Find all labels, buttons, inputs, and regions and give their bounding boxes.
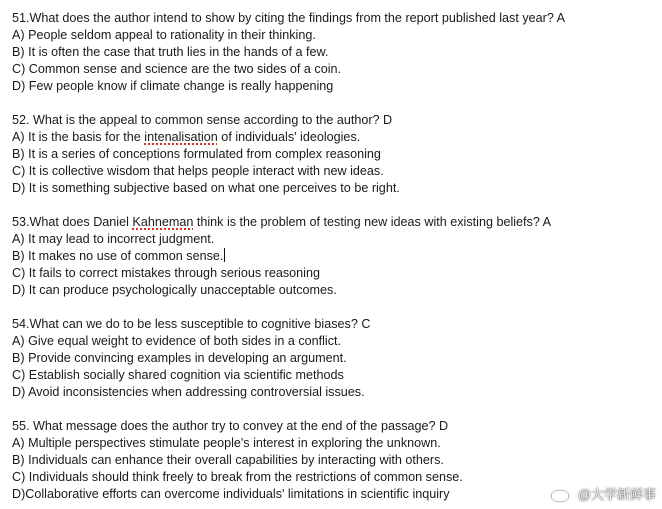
option-a: A) It may lead to incorrect judgment. (12, 232, 215, 246)
option-text: A) It is the basis for the (12, 130, 145, 144)
question-stem: 52. What is the appeal to common sense according to the author? D (12, 113, 393, 127)
option-b: B) Provide convincing examples in developing an argument. (12, 351, 347, 365)
question-51 (12, 10, 656, 95)
option-d: D) Avoid inconsistencies when addressing controversial issues. (12, 385, 365, 399)
question-stem (12, 214, 656, 231)
watermark-text: @大学新鲜事 (577, 487, 656, 502)
option-b: B) It is a series of conceptions formulated from complex reasoning (12, 147, 381, 161)
question-53 (12, 214, 656, 299)
option-a: A) Give equal weight to evidence of both sides in a conflict. (12, 334, 342, 348)
option-c: C) It fails to correct mistakes through serious reasoning (12, 266, 320, 280)
option-text[interactable]: B) It makes no use of common sense. (12, 249, 224, 263)
option-d: D) Few people know if climate change is really happening (12, 79, 334, 93)
option-d: D) It is something subjective based on what one perceives to be right. (12, 181, 400, 195)
question-stem: 55. What message does the author try to convey at the end of the passage? D (12, 419, 449, 433)
weibo-logo-icon (549, 485, 575, 503)
option-c: C) Common sense and science are the two sides of a coin. (12, 62, 341, 76)
option-b (12, 248, 656, 265)
option-text: of individuals' ideologies. (217, 130, 361, 144)
misspelled-word[interactable]: Kahneman (132, 215, 194, 229)
option-c: C) Establish socially shared cognition via scientific methods (12, 368, 344, 382)
stem-text: 53.What does Daniel (12, 215, 133, 229)
question-52 (12, 112, 656, 197)
option-c: C) Individuals should think freely to break from the restrictions of common sense. (12, 470, 463, 484)
text-cursor (224, 248, 225, 262)
option-a (12, 129, 656, 146)
document-body (12, 10, 656, 503)
option-d: D) It can produce psychologically unacceptable outcomes. (12, 283, 337, 297)
option-c: C) It is collective wisdom that helps people interact with new ideas. (12, 164, 384, 178)
stem-text: think is the problem of testing new ideas with existing beliefs? A (193, 215, 552, 229)
misspelled-word[interactable]: intenalisation (144, 130, 218, 144)
option-a: A) People seldom appeal to rationality in their thinking. (12, 28, 316, 42)
watermark (549, 484, 656, 503)
option-d: D)Collaborative efforts can overcome individuals' limitations in scientific inquiry (12, 487, 450, 501)
option-b: B) Individuals can enhance their overall capabilities by interacting with others. (12, 453, 444, 467)
question-54 (12, 316, 656, 401)
question-stem: 51.What does the author intend to show by citing the findings from the report published last year? A (12, 11, 566, 25)
option-a: A) Multiple perspectives stimulate people's interest in exploring the unknown. (12, 436, 441, 450)
question-stem: 54.What can we do to be less susceptible to cognitive biases? C (12, 317, 371, 331)
option-b: B) It is often the case that truth lies in the hands of a few. (12, 45, 329, 59)
